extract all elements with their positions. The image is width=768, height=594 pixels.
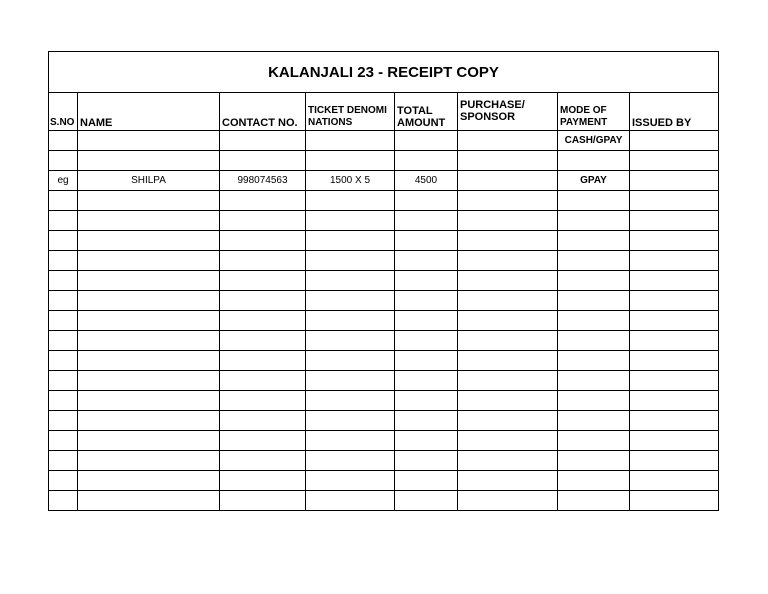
header-issued: ISSUED BY [630,93,719,131]
sheet-title: KALANJALI 23 - RECEIPT COPY [49,52,719,93]
table-row [49,251,719,271]
table-cell[interactable] [78,411,220,431]
table-cell[interactable] [630,411,719,431]
table-cell[interactable] [395,391,458,411]
table-cell[interactable] [78,351,220,371]
table-cell[interactable] [458,271,558,291]
table-cell[interactable] [220,371,306,391]
table-cell[interactable] [630,231,719,251]
table-cell[interactable] [558,251,630,271]
table-cell[interactable] [306,291,395,311]
table-cell[interactable] [78,191,220,211]
table-cell[interactable] [458,371,558,391]
table-cell[interactable] [558,271,630,291]
table-cell[interactable] [458,451,558,471]
header-row [49,93,719,131]
table-cell[interactable] [458,431,558,451]
table-cell[interactable] [49,291,78,311]
table-cell[interactable] [49,211,78,231]
header-ticket: TICKET DENOMINATIONS [306,93,395,131]
table-cell[interactable] [306,211,395,231]
table-cell[interactable] [630,331,719,351]
table-cell[interactable] [395,191,458,211]
table-row [49,371,719,391]
table-cell[interactable] [306,431,395,451]
table-cell[interactable] [306,371,395,391]
table-cell[interactable] [630,451,719,471]
table-cell[interactable] [220,351,306,371]
table-cell[interactable] [49,411,78,431]
table-cell[interactable] [306,331,395,351]
table-cell[interactable] [395,451,458,471]
table-cell[interactable] [306,271,395,291]
table-row [49,271,719,291]
table-cell[interactable] [306,451,395,471]
table-cell[interactable] [558,451,630,471]
table-cell[interactable] [558,471,630,491]
table-cell[interactable] [395,211,458,231]
table-cell[interactable] [306,251,395,271]
table-row [49,211,719,231]
table-cell[interactable] [49,271,78,291]
example-sno: eg [49,171,78,191]
example-ticket: 1500 X 5 [306,171,395,191]
table-cell[interactable] [220,331,306,351]
example-total: 4500 [395,171,458,191]
table-cell[interactable] [458,351,558,371]
table-cell[interactable] [558,351,630,371]
table-row [49,291,719,311]
example-purchase [458,171,558,191]
header-name: NAME [78,93,220,131]
table-cell[interactable] [458,471,558,491]
table-cell[interactable] [78,211,220,231]
table-row [49,411,719,431]
table-cell[interactable] [395,311,458,331]
table-cell[interactable] [220,411,306,431]
table-cell[interactable] [220,491,306,511]
table-cell[interactable] [78,431,220,451]
table-cell[interactable] [395,351,458,371]
table-cell[interactable] [49,391,78,411]
table-cell[interactable] [78,311,220,331]
table-cell[interactable] [558,491,630,511]
blank-rows [49,191,719,511]
table-cell[interactable] [306,311,395,331]
table-cell[interactable] [49,191,78,211]
table-cell[interactable] [630,251,719,271]
table-cell[interactable] [558,191,630,211]
header-contact: CONTACT NO. [220,93,306,131]
table-cell[interactable] [558,431,630,451]
table-cell[interactable] [630,311,719,331]
table-cell[interactable] [306,491,395,511]
header-sno: S.NO [49,93,78,131]
header-purchase: PURCHASE/ SPONSOR [458,93,558,131]
table-cell[interactable] [306,471,395,491]
table-cell[interactable] [220,191,306,211]
table-cell[interactable] [220,291,306,311]
table-row [49,391,719,411]
header-total: TOTAL AMOUNT [395,93,458,131]
table-cell[interactable] [630,291,719,311]
example-issued [630,171,719,191]
example-name: SHILPA [78,171,220,191]
table-cell[interactable] [395,331,458,351]
example-contact: 998074563 [220,171,306,191]
table-cell[interactable] [220,251,306,271]
table-cell[interactable] [78,271,220,291]
mode-hint-row [49,131,719,151]
table-row [49,351,719,371]
receipt-table [48,51,719,511]
table-cell[interactable] [558,231,630,251]
table-row [49,451,719,471]
table-cell[interactable] [395,491,458,511]
table-cell[interactable] [78,391,220,411]
table-cell[interactable] [78,231,220,251]
table-cell[interactable] [220,231,306,251]
table-cell[interactable] [306,191,395,211]
title-row [49,52,719,93]
mode-hint: CASH/GPAY [558,131,630,151]
table-cell[interactable] [49,231,78,251]
table-cell[interactable] [630,191,719,211]
table-cell[interactable] [78,331,220,351]
table-cell[interactable] [630,351,719,371]
table-cell[interactable] [558,411,630,431]
table-cell[interactable] [220,471,306,491]
table-cell[interactable] [558,291,630,311]
table-cell[interactable] [395,251,458,271]
table-cell[interactable] [220,271,306,291]
table-cell[interactable] [458,251,558,271]
table-cell[interactable] [395,271,458,291]
table-cell[interactable] [558,311,630,331]
table-cell[interactable] [49,331,78,351]
table-row [49,191,719,211]
table-cell[interactable] [78,251,220,271]
table-cell[interactable] [395,291,458,311]
table-cell[interactable] [395,411,458,431]
table-cell[interactable] [306,391,395,411]
table-cell[interactable] [78,491,220,511]
table-cell[interactable] [558,391,630,411]
table-cell[interactable] [49,451,78,471]
table-row [49,311,719,331]
table-cell[interactable] [49,311,78,331]
table-cell[interactable] [220,311,306,331]
table-cell[interactable] [630,471,719,491]
table-cell[interactable] [395,231,458,251]
table-cell[interactable] [49,371,78,391]
table-cell[interactable] [49,491,78,511]
table-cell[interactable] [78,371,220,391]
table-cell[interactable] [458,231,558,251]
table-cell[interactable] [630,271,719,291]
table-cell[interactable] [458,291,558,311]
table-cell[interactable] [306,351,395,371]
table-cell[interactable] [458,311,558,331]
table-cell[interactable] [630,391,719,411]
table-cell[interactable] [458,391,558,411]
table-row [49,491,719,511]
table-cell[interactable] [558,211,630,231]
table-cell[interactable] [220,391,306,411]
table-cell[interactable] [306,231,395,251]
table-cell[interactable] [630,371,719,391]
table-row [49,151,719,171]
table-cell[interactable] [49,351,78,371]
table-cell[interactable] [49,431,78,451]
example-mode: GPAY [558,171,630,191]
example-row [49,171,719,191]
table-cell[interactable] [49,251,78,271]
table-row [49,231,719,251]
table-cell[interactable] [458,411,558,431]
table-cell[interactable] [558,331,630,351]
table-cell[interactable] [78,291,220,311]
table-cell[interactable] [49,471,78,491]
table-cell[interactable] [458,491,558,511]
table-cell[interactable] [395,431,458,451]
table-cell[interactable] [458,211,558,231]
table-row [49,331,719,351]
table-cell[interactable] [630,211,719,231]
table-cell[interactable] [220,451,306,471]
table-cell[interactable] [220,211,306,231]
table-cell[interactable] [458,331,558,351]
table-cell[interactable] [558,371,630,391]
table-cell[interactable] [630,491,719,511]
table-cell[interactable] [306,411,395,431]
table-cell[interactable] [630,431,719,451]
table-cell[interactable] [78,451,220,471]
table-cell[interactable] [395,471,458,491]
header-mode: MODE OF PAYMENT [558,93,630,131]
table-row [49,431,719,451]
table-cell[interactable] [220,431,306,451]
table-row [49,471,719,491]
table-cell[interactable] [458,191,558,211]
table-cell[interactable] [395,371,458,391]
table-cell[interactable] [78,471,220,491]
